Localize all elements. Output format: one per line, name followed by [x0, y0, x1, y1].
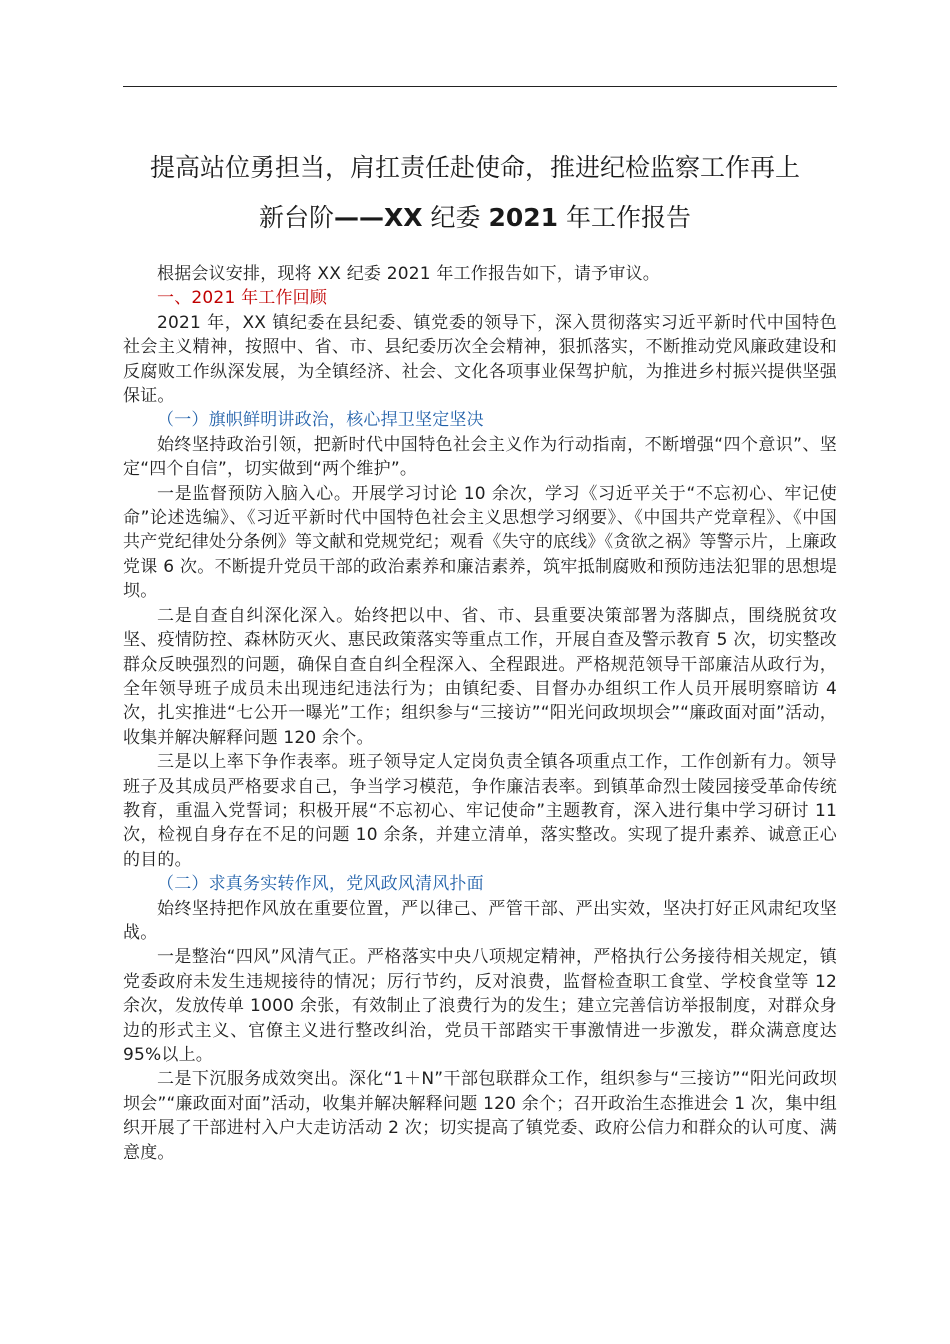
document-body [123, 262, 837, 1165]
title-part: 新台阶 [258, 203, 334, 232]
body-paragraph: 三是以上率下争作表率。班子领导定人定岗负责全镇各项重点工作，工作创新有力。领导班子及其成员严格要求自己，争当学习模范，争作廉洁表率。到镇革命烈士陵园接受革命传统教育，重温入党誓词；积极开展“不忘初心、牢记使命”主题教育，深入进行集中学习研讨 11 次，检视自身存在不足的问题 10 余条，并建立清单，落实整改。实现了提升素养、诚意正心的目的。 [123, 752, 837, 870]
body-paragraph: 一是监督预防入脑入心。开展学习讨论 10 余次，学习《习近平关于“不忘初心、牢记使命”论述选编》、《习近平新时代中国特色社会主义思想学习纲要》、《中国共产党章程》、《中国共产党纪律处分条例》等文献和党规党纪；观看《失守的底线》《贪欲之祸》等警示片，上廉政党课 6 次。不断提升党员干部的政治素养和廉洁素养，筑牢抵制腐败和预防违法犯罪的思想堤坝。 [123, 483, 837, 602]
body-paragraph: 始终坚持政治引领，把新时代中国特色社会主义作为行动指南，不断增强“四个意识”、坚定“四个自信”，切实做到“两个维护”。 [123, 434, 837, 480]
title-part-bold: ——XX [334, 203, 423, 232]
subsection-heading: （一）旗帜鲜明讲政治，核心捍卫坚定坚决 [157, 410, 484, 431]
header-rule [123, 86, 837, 87]
section-heading: 一、2021 年工作回顾 [157, 288, 328, 309]
document-title-line1: 提高站位勇担当，肩扛责任赴使命，推进纪检监察工作再上 [149, 153, 800, 182]
title-part: 纪委 [422, 203, 489, 232]
document-title-line2 [0, 203, 950, 233]
subsection-heading: （二）求真务实转作风，党风政风清风扑面 [157, 874, 484, 895]
body-paragraph: 一是整治“四风”风清气正。严格落实中央八项规定精神，严格执行公务接待相关规定，镇党委政府未发生违规接待的情况；厉行节约，反对浪费，监督检查职工食堂、学校食堂等 12 余次，发放传单 1000 余张，有效制止了浪费行为的发生；建立完善信访举报制度，对群众身边的形式主义、官僚主义进行整改纠治，党员干部踏实干事激情进一步激发，群众满意度达 95%以上。 [123, 947, 837, 1065]
title-part: 年工作报告 [558, 203, 692, 232]
body-paragraph: 二是下沉服务成效突出。深化“1＋N”干部包联群众工作，组织参与“三接访”“阳光问政坝坝会”“廉政面对面”活动，收集并解决解释问题 120 余个；召开政治生态推进会 1 次，集中组织开展了干部进村入户大走访活动 2 次；切实提高了镇党委、政府公信力和群众的认可度、满意度。 [123, 1069, 837, 1163]
body-paragraph: 2021 年，XX 镇纪委在县纪委、镇党委的领导下，深入贯彻落实习近平新时代中国特色社会主义精神，按照中、省、市、县纪委历次全会精神，狠抓落实，不断推动党风廉政建设和反腐败工作纵深发展，为全镇经济、社会、文化各项事业保驾护航，为推进乡村振兴提供坚强保证。 [123, 312, 837, 407]
title-part-bold: 2021 [488, 203, 559, 232]
body-paragraph: 始终坚持把作风放在重要位置，严以律己、严管干部、严出实效，坚决打好正风肃纪攻坚战。 [123, 898, 837, 943]
intro-paragraph: 根据会议安排，现将 XX 纪委 2021 年工作报告如下，请予审议。 [157, 264, 660, 284]
body-paragraph: 二是自查自纠深化深入。始终把以中、省、市、县重要决策部署为落脚点，围绕脱贫攻坚、疫情防控、森林防灭火、惠民政策落实等重点工作，开展自查及警示教育 5 次，切实整改群众反映强烈的问题，确保自查自纠全程深入、全程跟进。严格规范领导干部廉洁从政行为，全年领导班子成员未出现违纪违法行为；由镇纪委、目督办办组织工作人员开展明察暗访 4 次，扎实推进“七公开一曝光”工作；组织参与“三接访”“阳光问政坝坝会”“廉政面对面”活动，收集并解决解释问题 120 余个。 [123, 605, 837, 748]
